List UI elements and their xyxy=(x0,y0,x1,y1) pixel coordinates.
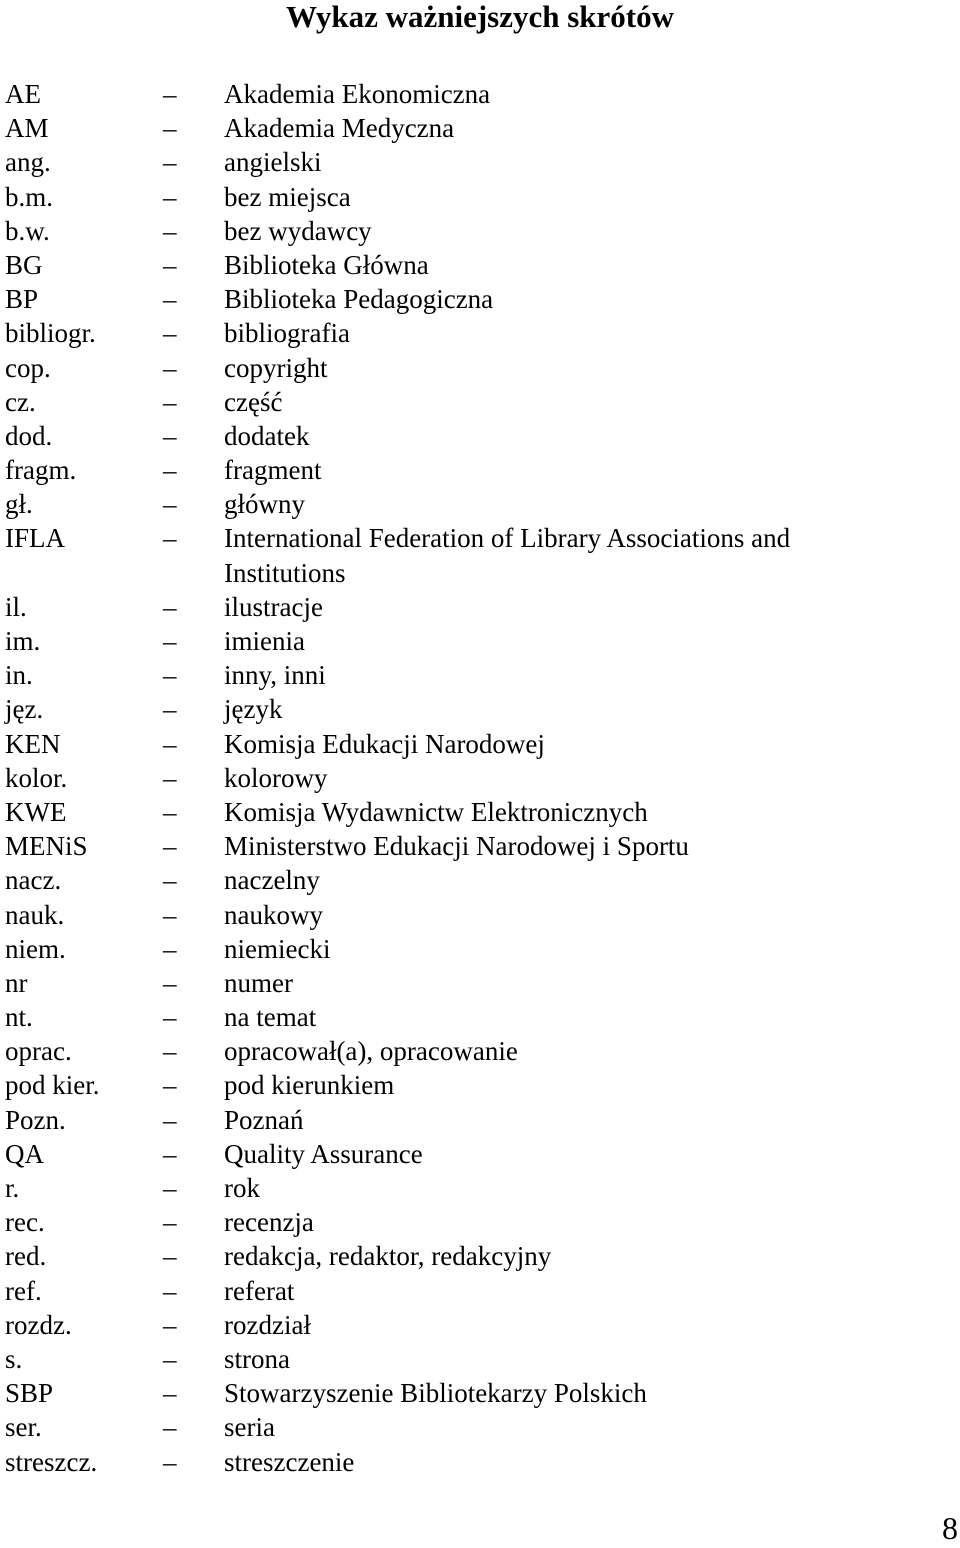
abbreviation-row xyxy=(5,1068,955,1102)
abbreviation-term: kolor. xyxy=(5,762,68,793)
separator-dash: – xyxy=(163,386,177,417)
abbreviation-expansion: Komisja Edukacji Narodowej xyxy=(224,728,545,759)
abbreviation-term: pod kier. xyxy=(5,1070,100,1101)
abbreviation-row xyxy=(5,282,955,316)
abbreviation-row xyxy=(5,863,955,897)
separator-dash: – xyxy=(163,831,177,862)
separator-dash: – xyxy=(163,1241,177,1272)
abbreviation-row xyxy=(5,1000,955,1034)
abbreviation-term: oprac. xyxy=(5,1036,72,1067)
abbreviation-row xyxy=(5,1137,955,1171)
separator-dash: – xyxy=(163,1343,177,1374)
abbreviation-row xyxy=(5,1342,955,1376)
abbreviation-term: red. xyxy=(5,1241,47,1272)
abbreviation-list xyxy=(5,77,955,1479)
separator-dash: – xyxy=(163,352,177,383)
abbreviation-row xyxy=(5,1308,955,1342)
abbreviation-row xyxy=(5,1103,955,1137)
page-number: 8 xyxy=(942,1510,958,1546)
abbreviation-expansion: Stowarzyszenie Bibliotekarzy Polskich xyxy=(224,1378,647,1409)
separator-dash: – xyxy=(163,1412,177,1443)
abbreviation-term: KWE xyxy=(5,796,67,827)
abbreviation-row xyxy=(5,1171,955,1205)
separator-dash: – xyxy=(163,1104,177,1135)
separator-dash: – xyxy=(163,523,177,554)
abbreviation-expansion: dodatek xyxy=(224,420,310,451)
abbreviation-expansion: niemiecki xyxy=(224,933,331,964)
separator-dash: – xyxy=(163,1207,177,1238)
abbreviation-expansion: rok xyxy=(224,1173,260,1204)
abbreviation-row xyxy=(5,77,955,111)
abbreviation-expansion: naczelny xyxy=(224,865,320,896)
abbreviation-term: MENiS xyxy=(5,831,88,862)
abbreviation-term: rozdz. xyxy=(5,1309,72,1340)
abbreviation-row xyxy=(5,898,955,932)
abbreviation-expansion: strona xyxy=(224,1343,290,1374)
abbreviation-row xyxy=(5,248,955,282)
separator-dash: – xyxy=(163,1036,177,1067)
separator-dash: – xyxy=(163,147,177,178)
abbreviation-term: rec. xyxy=(5,1207,45,1238)
abbreviation-row xyxy=(5,214,955,248)
abbreviation-row xyxy=(5,829,955,863)
abbreviation-row xyxy=(5,1034,955,1068)
separator-dash: – xyxy=(163,215,177,246)
abbreviation-expansion: angielski xyxy=(224,147,322,178)
separator-dash: – xyxy=(163,660,177,691)
abbreviation-expansion: Akademia Ekonomiczna xyxy=(224,79,491,109)
abbreviation-expansion: numer xyxy=(224,967,293,998)
abbreviation-row xyxy=(5,658,955,692)
abbreviation-row xyxy=(5,111,955,145)
abbreviation-term: nt. xyxy=(5,1002,33,1033)
abbreviation-expansion: International Federation of Library Associations and Institutions xyxy=(224,523,791,588)
abbreviation-term: b.w. xyxy=(5,215,50,246)
separator-dash: – xyxy=(163,899,177,930)
abbreviation-term: ang. xyxy=(5,147,51,178)
abbreviation-term: cop. xyxy=(5,352,51,383)
abbreviation-term: AE xyxy=(5,79,41,109)
abbreviation-row xyxy=(5,1410,955,1444)
abbreviation-row xyxy=(5,419,955,453)
abbreviation-term: BP xyxy=(5,284,39,315)
abbreviation-term: fragm. xyxy=(5,455,77,486)
abbreviation-term: BG xyxy=(5,249,43,280)
abbreviation-row xyxy=(5,1205,955,1239)
abbreviation-expansion: Quality Assurance xyxy=(224,1138,423,1169)
separator-dash: – xyxy=(163,318,177,349)
abbreviation-expansion: Biblioteka Pedagogiczna xyxy=(224,284,494,315)
abbreviation-term: QA xyxy=(5,1138,44,1169)
separator-dash: – xyxy=(163,79,177,109)
abbreviation-row xyxy=(5,966,955,1000)
separator-dash: – xyxy=(163,1173,177,1204)
separator-dash: – xyxy=(163,1138,177,1169)
abbreviation-expansion: Biblioteka Główna xyxy=(224,249,429,280)
abbreviation-expansion: copyright xyxy=(224,352,328,383)
abbreviation-term: b.m. xyxy=(5,181,54,212)
abbreviation-term: il. xyxy=(5,591,27,622)
abbreviation-term: jęz. xyxy=(5,694,44,725)
abbreviation-row xyxy=(5,1239,955,1273)
abbreviation-expansion: recenzja xyxy=(224,1207,314,1238)
abbreviation-term: bibliogr. xyxy=(5,318,96,349)
abbreviation-row xyxy=(5,624,955,658)
abbreviation-row xyxy=(5,590,955,624)
page-title: Wykaz ważniejszych skrótów xyxy=(285,0,675,34)
abbreviation-row xyxy=(5,1376,955,1410)
abbreviation-term: IFLA xyxy=(5,523,65,554)
abbreviation-expansion: pod kierunkiem xyxy=(224,1070,395,1101)
separator-dash: – xyxy=(163,762,177,793)
abbreviation-expansion: kolorowy xyxy=(224,762,328,793)
abbreviation-expansion: redakcja, redaktor, redakcyjny xyxy=(224,1241,552,1272)
abbreviation-row xyxy=(5,932,955,966)
abbreviation-expansion: referat xyxy=(224,1275,295,1306)
separator-dash: – xyxy=(163,1309,177,1340)
abbreviation-row xyxy=(5,761,955,795)
abbreviation-term: ref. xyxy=(5,1275,42,1306)
separator-dash: – xyxy=(163,489,177,520)
abbreviation-expansion: Ministerstwo Edukacji Narodowej i Sportu xyxy=(224,831,689,862)
abbreviation-expansion: część xyxy=(224,386,283,417)
separator-dash: – xyxy=(163,113,177,144)
separator-dash: – xyxy=(163,694,177,725)
separator-dash: – xyxy=(163,181,177,212)
abbreviation-term: in. xyxy=(5,660,33,691)
abbreviation-expansion: Akademia Medyczna xyxy=(224,113,455,144)
separator-dash: – xyxy=(163,284,177,315)
abbreviation-expansion: fragment xyxy=(224,455,322,486)
separator-dash: – xyxy=(163,1275,177,1306)
abbreviation-expansion: imienia xyxy=(224,626,305,657)
abbreviation-expansion: opracował(a), opracowanie xyxy=(224,1036,518,1067)
abbreviation-term: Pozn. xyxy=(5,1104,66,1135)
abbreviation-row xyxy=(5,180,955,214)
abbreviation-expansion: Poznań xyxy=(224,1104,304,1135)
separator-dash: – xyxy=(163,967,177,998)
separator-dash: – xyxy=(163,1378,177,1409)
abbreviation-expansion: język xyxy=(224,694,283,725)
abbreviation-row xyxy=(5,727,955,761)
separator-dash: – xyxy=(163,626,177,657)
abbreviation-expansion: bez wydawcy xyxy=(224,215,372,246)
separator-dash: – xyxy=(163,249,177,280)
abbreviation-row xyxy=(5,692,955,726)
separator-dash: – xyxy=(163,1446,177,1477)
abbreviation-term: r. xyxy=(5,1173,20,1204)
abbreviation-expansion: Komisja Wydawnictw Elektronicznych xyxy=(224,796,648,827)
separator-dash: – xyxy=(163,455,177,486)
separator-dash: – xyxy=(163,591,177,622)
separator-dash: – xyxy=(163,420,177,451)
abbreviation-term: nr xyxy=(5,967,28,998)
abbreviation-term: nauk. xyxy=(5,899,65,930)
separator-dash: – xyxy=(163,933,177,964)
abbreviation-term: dod. xyxy=(5,420,53,451)
abbreviation-expansion: bez miejsca xyxy=(224,181,351,212)
abbreviation-expansion: ilustracje xyxy=(224,591,323,622)
abbreviation-expansion: rozdział xyxy=(224,1309,311,1340)
abbreviation-expansion: główny xyxy=(224,489,305,520)
separator-dash: – xyxy=(163,796,177,827)
separator-dash: – xyxy=(163,1070,177,1101)
abbreviation-row xyxy=(5,316,955,350)
abbreviation-term: cz. xyxy=(5,386,36,417)
abbreviation-term: ser. xyxy=(5,1412,42,1443)
abbreviation-expansion: inny, inni xyxy=(224,660,326,691)
abbreviation-row xyxy=(5,351,955,385)
abbreviation-row xyxy=(5,145,955,179)
abbreviation-expansion: streszczenie xyxy=(224,1446,355,1477)
separator-dash: – xyxy=(163,865,177,896)
abbreviation-term: s. xyxy=(5,1343,23,1374)
abbreviation-term: KEN xyxy=(5,728,61,759)
abbreviation-term: im. xyxy=(5,626,41,657)
separator-dash: – xyxy=(163,728,177,759)
abbreviation-term: gł. xyxy=(5,489,33,520)
abbreviation-expansion: bibliografia xyxy=(224,318,350,349)
abbreviation-expansion: naukowy xyxy=(224,899,323,930)
abbreviation-term: SBP xyxy=(5,1378,54,1409)
separator-dash: – xyxy=(163,1002,177,1033)
abbreviation-row xyxy=(5,1445,955,1479)
abbreviation-term: niem. xyxy=(5,933,66,964)
abbreviation-term: streszcz. xyxy=(5,1446,98,1477)
abbreviation-row xyxy=(5,487,955,521)
abbreviation-term: nacz. xyxy=(5,865,62,896)
abbreviation-expansion: na temat xyxy=(224,1002,317,1033)
abbreviation-row xyxy=(5,453,955,487)
abbreviation-expansion: seria xyxy=(224,1412,275,1443)
abbreviation-row xyxy=(5,795,955,829)
abbreviation-row xyxy=(5,1274,955,1308)
abbreviation-term: AM xyxy=(5,113,49,144)
abbreviation-row xyxy=(5,521,955,589)
abbreviation-row xyxy=(5,385,955,419)
